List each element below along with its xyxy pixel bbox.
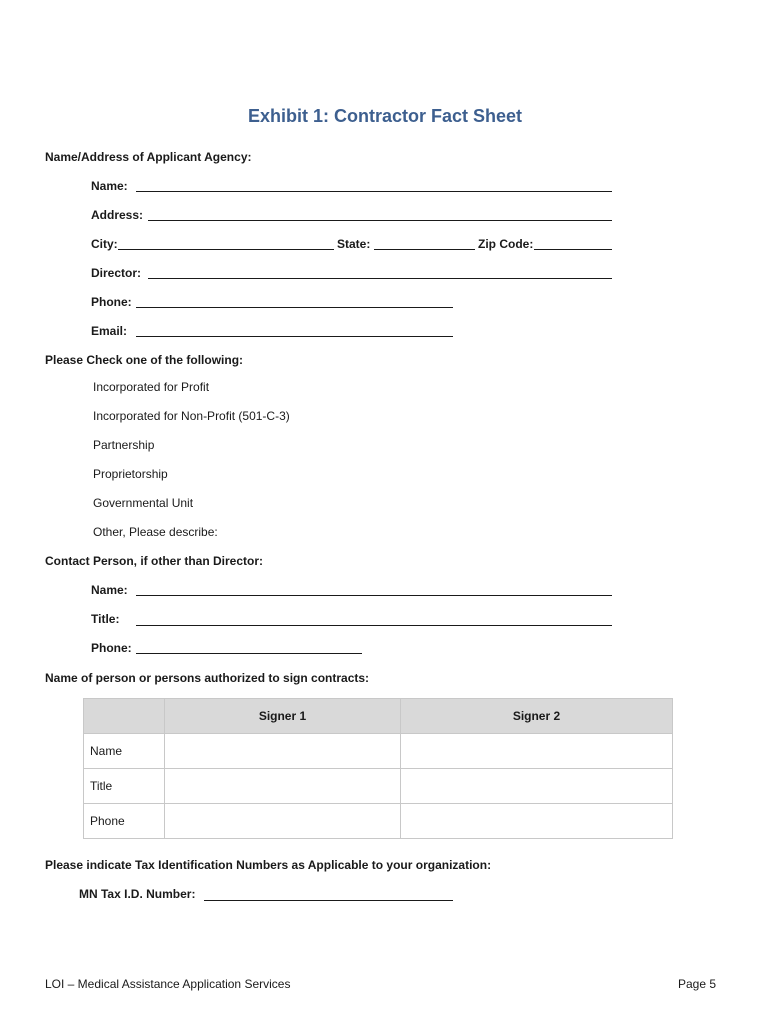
table-row <box>84 804 673 839</box>
contact-heading: Contact Person, if other than Director: <box>45 554 264 568</box>
city-field-line[interactable] <box>118 249 334 250</box>
signer-2-name-cell[interactable] <box>401 734 673 769</box>
director-field-line[interactable] <box>148 278 612 279</box>
name-field-line[interactable] <box>136 191 612 192</box>
signers-table <box>83 698 673 839</box>
email-label: Email: <box>91 324 128 338</box>
option-proprietorship[interactable]: Proprietorship <box>93 467 168 481</box>
contact-phone-field-line[interactable] <box>136 653 362 654</box>
zip-code-field-line[interactable] <box>534 249 612 250</box>
row-label-phone: Phone <box>84 804 165 839</box>
option-incorporated-profit[interactable]: Incorporated for Profit <box>93 380 210 394</box>
signer-2-phone-cell[interactable] <box>401 804 673 839</box>
contact-name-label: Name: <box>91 583 128 597</box>
page-title: Exhibit 1: Contractor Fact Sheet <box>247 106 523 126</box>
option-other[interactable]: Other, Please describe: <box>93 525 218 539</box>
signers-heading: Name of person or persons authorized to sign contracts: <box>45 671 370 685</box>
applicant-heading: Name/Address of Applicant Agency: <box>45 150 252 164</box>
mn-tax-id-label: MN Tax I.D. Number: <box>79 887 196 901</box>
phone-label: Phone: <box>91 295 132 309</box>
phone-field-line[interactable] <box>136 307 453 308</box>
table-row <box>84 769 673 804</box>
signer-1-name-cell[interactable] <box>165 734 401 769</box>
signer-1-phone-cell[interactable] <box>165 804 401 839</box>
signer-2-title-cell[interactable] <box>401 769 673 804</box>
mn-tax-id-field-line[interactable] <box>204 900 453 901</box>
signers-corner-cell <box>84 699 165 734</box>
zip-code-label: Zip Code: <box>478 237 534 251</box>
row-label-title: Title <box>84 769 165 804</box>
contact-title-label: Title: <box>91 612 120 626</box>
city-label: City: <box>91 237 118 251</box>
option-partnership[interactable]: Partnership <box>93 438 155 452</box>
table-row <box>84 734 673 769</box>
option-incorporated-nonprofit[interactable]: Incorporated for Non-Profit (501-C-3) <box>93 409 290 423</box>
check-heading: Please Check one of the following: <box>45 353 244 367</box>
footer-left: LOI – Medical Assistance Application Services <box>45 977 291 991</box>
page-number: Page 5 <box>678 977 717 991</box>
address-label: Address: <box>91 208 144 222</box>
state-field-line[interactable] <box>374 249 475 250</box>
contact-title-field-line[interactable] <box>136 625 612 626</box>
signer-1-header: Signer 1 <box>165 699 401 734</box>
option-governmental-unit[interactable]: Governmental Unit <box>93 496 194 510</box>
email-field-line[interactable] <box>136 336 453 337</box>
director-label: Director: <box>91 266 142 280</box>
signer-1-title-cell[interactable] <box>165 769 401 804</box>
address-field-line[interactable] <box>148 220 612 221</box>
contact-phone-label: Phone: <box>91 641 132 655</box>
name-label: Name: <box>91 179 128 193</box>
signer-2-header: Signer 2 <box>401 699 673 734</box>
signers-header-row <box>84 699 673 734</box>
contact-name-field-line[interactable] <box>136 595 612 596</box>
tax-heading: Please indicate Tax Identification Numbers as Applicable to your organization: <box>45 858 492 872</box>
row-label-name: Name <box>84 734 165 769</box>
state-label: State: <box>337 237 371 251</box>
